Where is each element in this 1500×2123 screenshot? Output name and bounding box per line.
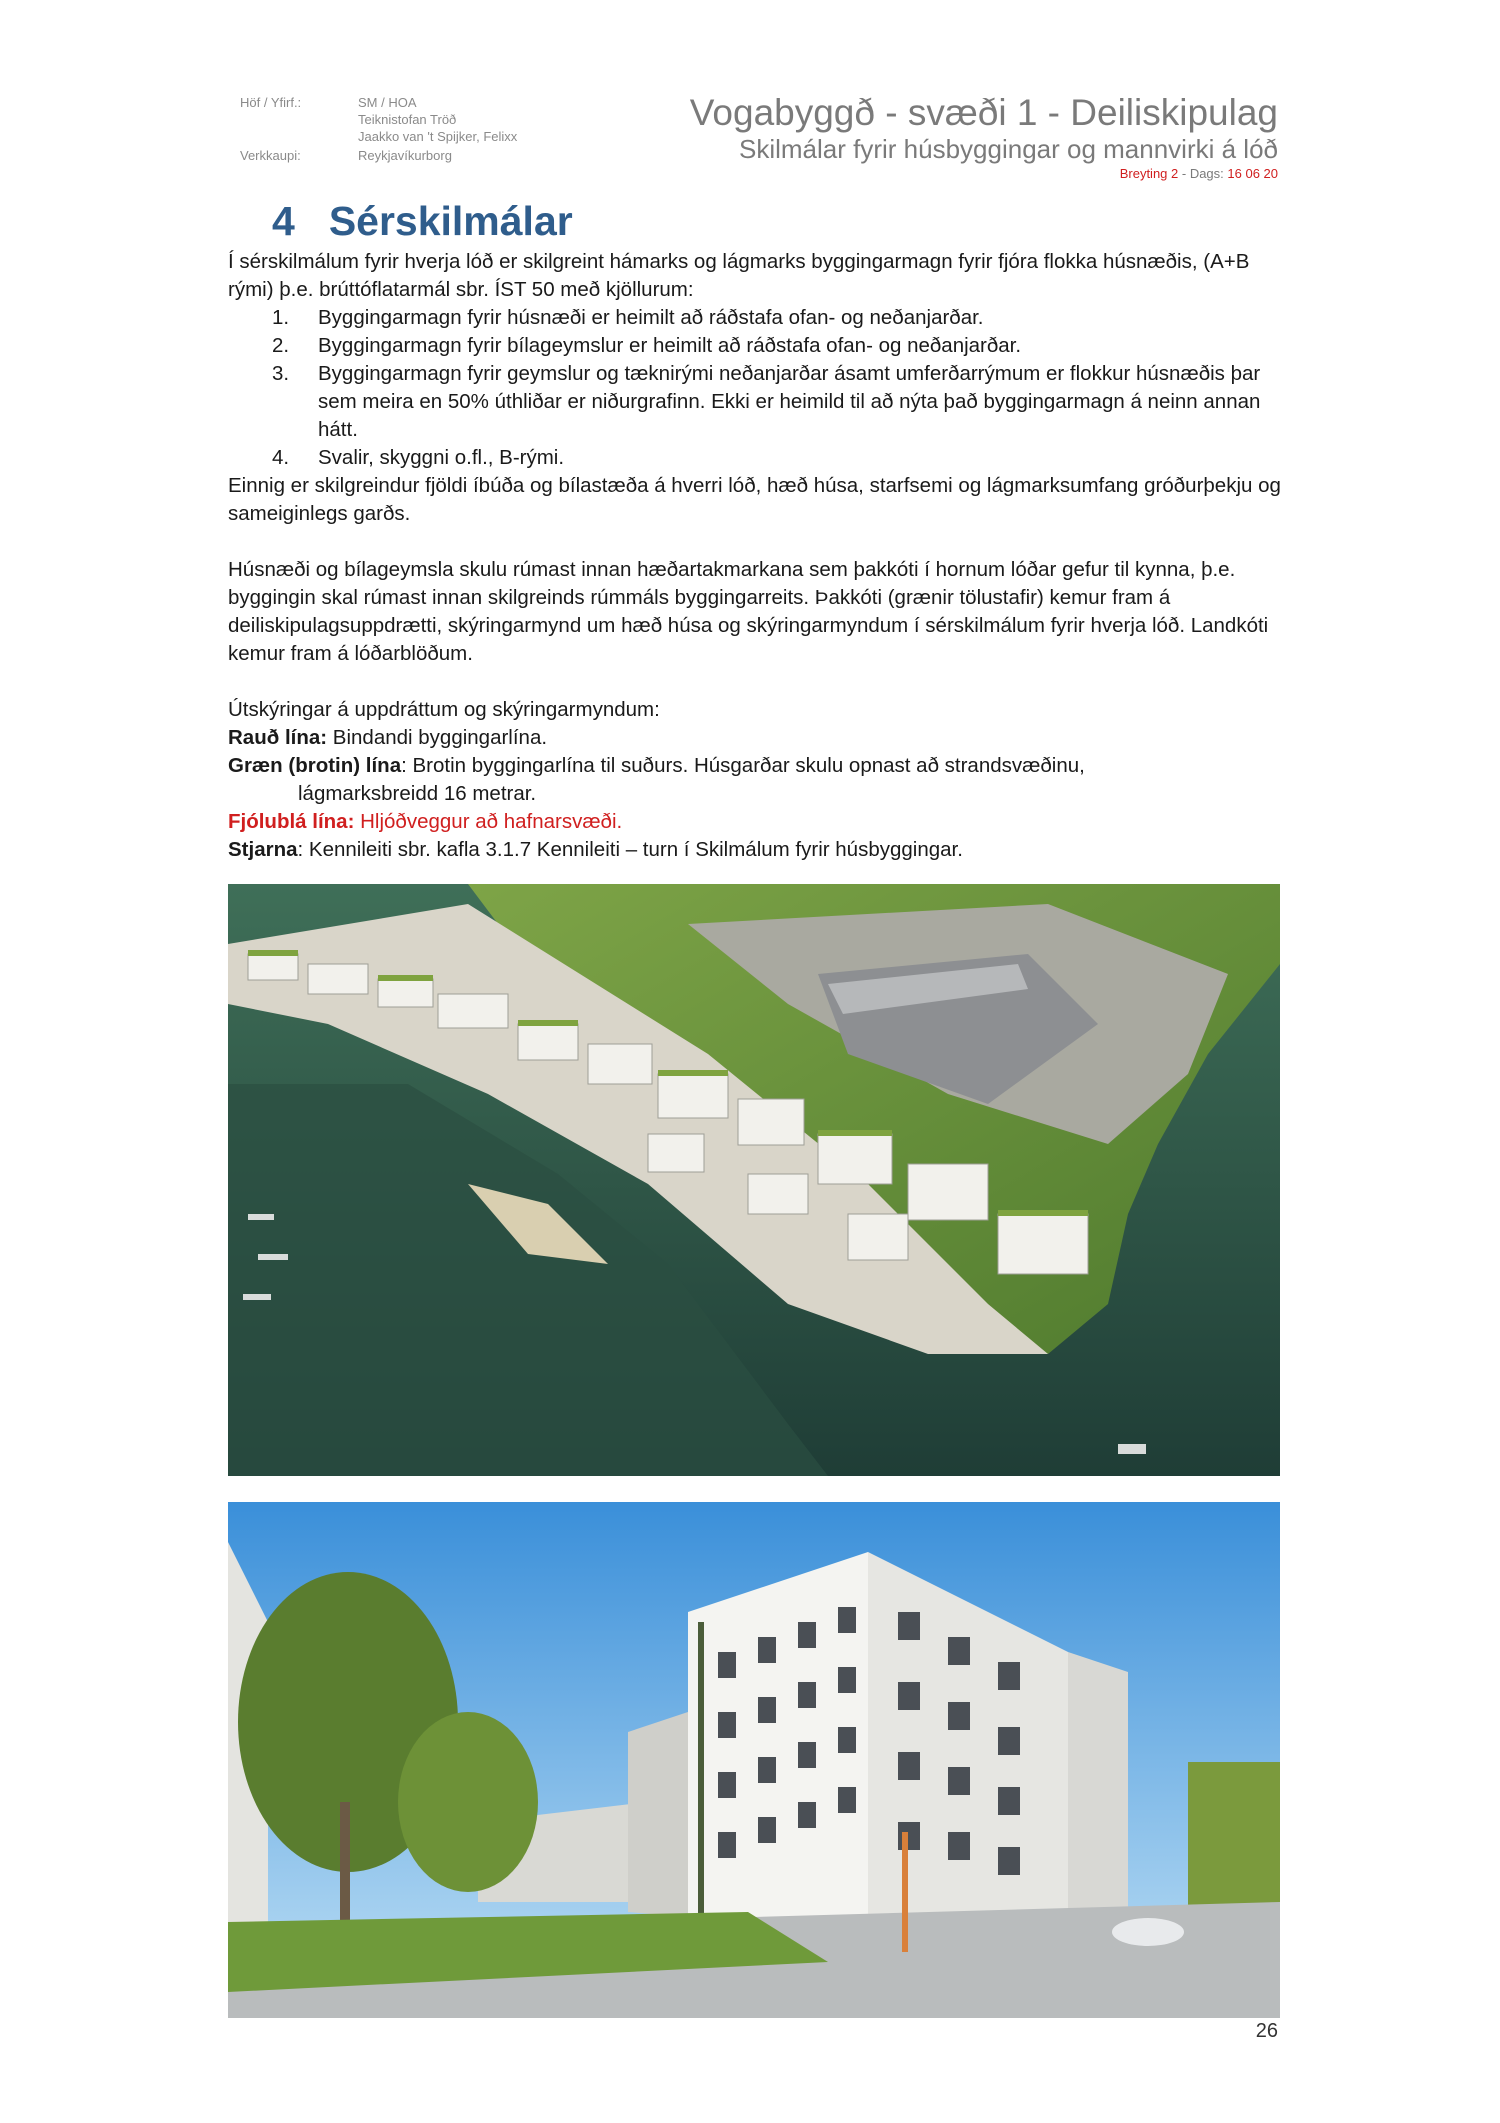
aerial-rendering: [228, 884, 1280, 1476]
revision-date: 16 06 20: [1227, 166, 1278, 181]
author-line-1: SM / HOA: [358, 95, 417, 110]
intro-paragraph: Í sérskilmálum fyrir hverja lóð er skilgreint hámarks og lágmarks byggingarmagn fyrir fjóra flokka húsnæðis, (A+B rými) þ.e. brúttóflatarmál sbr. ÍST 50 með kjöllurum:: [228, 250, 1250, 301]
author-line-2: Teiknistofan Tröð: [358, 112, 457, 127]
list-number: 4.: [272, 446, 290, 469]
list-item: [228, 304, 1288, 332]
legend-green-term: Græn (brotin) lína: [228, 754, 402, 777]
section-number: 4: [272, 198, 295, 244]
aerial-rendering-art: [228, 884, 1280, 1476]
legend-red-line: [228, 724, 1288, 752]
list-item: [228, 332, 1288, 360]
revision-line: [1120, 166, 1278, 181]
after-list-paragraph: Einnig er skilgreindur fjöldi íbúða og bílastæða á hverri lóð, hæð húsa, starfsemi og lágmarksumfang gróðurþekju og sameiginlegs garðs.: [228, 474, 1281, 525]
street-rendering-art: [228, 1502, 1280, 2018]
legend-green-line: [228, 752, 1288, 780]
legend-purple-text: Hljóðveggur að hafnarsvæði.: [354, 810, 623, 833]
list-item: [228, 360, 1288, 444]
page-number: 26: [1255, 2020, 1278, 2042]
client-label: Verkkaupi:: [240, 148, 301, 163]
allocation-list: [228, 304, 1288, 472]
legend-star-text: : Kennileiti sbr. kafla 3.1.7 Kennileiti – turn í Skilmálum fyrir húsbyggingar.: [297, 838, 963, 861]
section-heading: [272, 198, 573, 245]
legend-star-term: Stjarna: [228, 838, 298, 861]
legend-red-text: Bindandi byggingarlína.: [327, 726, 548, 749]
list-text: Byggingarmagn fyrir bílageymslur er heimilt að ráðstafa ofan- og neðanjarðar.: [318, 334, 1022, 357]
height-paragraph: Húsnæði og bílageymsla skulu rúmast innan hæðartakmarkana sem þakkóti í hornum lóðar gefur til kynna, þ.e. byggingin skal rúmast innan skilgreinds rúmmáls byggingarreits. Þakkóti (grænir tölustafir) kemur fram á deiliskipulagsuppdrætti, skýringarmynd um hæð húsa og skýringarmyndum í sérskilmálum fyrir hverja lóð. Landkóti kemur fram á lóðarblöðum.: [228, 558, 1269, 665]
list-text: Svalir, skyggni o.fl., B-rými.: [318, 446, 565, 469]
legend-purple-term: Fjólublá lína:: [228, 810, 355, 833]
list-text: Byggingarmagn fyrir húsnæði er heimilt að ráðstafa ofan- og neðanjarðar.: [318, 306, 984, 329]
author-line-3: Jaakko van 't Spijker, Felixx: [358, 129, 518, 144]
legend-purple-line: [228, 808, 1288, 836]
list-item: [228, 444, 1288, 472]
section-title: Sérskilmálar: [328, 198, 573, 244]
date-label: - Dags:: [1178, 166, 1228, 181]
legend-intro: Útskýringar á uppdráttum og skýringarmyndum:: [228, 698, 660, 721]
legend-star-line: [228, 836, 1288, 864]
list-number: 2.: [272, 334, 290, 357]
author-label: Höf / Yfirf.:: [240, 95, 302, 110]
document-title: Vogabyggð - svæði 1 - Deiliskipulag: [689, 92, 1278, 133]
legend-green-text: : Brotin byggingarlína til suðurs. Húsgarðar skulu opnast að strandsvæðinu,: [401, 754, 1085, 777]
list-number: 1.: [272, 306, 290, 329]
list-text: Byggingarmagn fyrir geymslur og tæknirými neðanjarðar ásamt umferðarrýmum er flokkur húsnæðis þar sem meira en 50% úthliðar er niðurgrafinn. Ekki er heimild til að nýta það byggingarmagn á neinn annan hátt.: [318, 362, 1261, 441]
legend-red-term: Rauð lína:: [228, 726, 328, 749]
street-rendering: [228, 1502, 1280, 2018]
body-text: [228, 248, 1288, 864]
revision-label: Breyting 2: [1119, 166, 1179, 181]
document-subtitle: Skilmálar fyrir húsbyggingar og mannvirki á lóð: [738, 134, 1278, 164]
client-name: Reykjavíkurborg: [358, 148, 452, 163]
legend-green-line-2: lágmarksbreidd 16 metrar.: [298, 782, 537, 805]
list-number: 3.: [272, 362, 290, 385]
